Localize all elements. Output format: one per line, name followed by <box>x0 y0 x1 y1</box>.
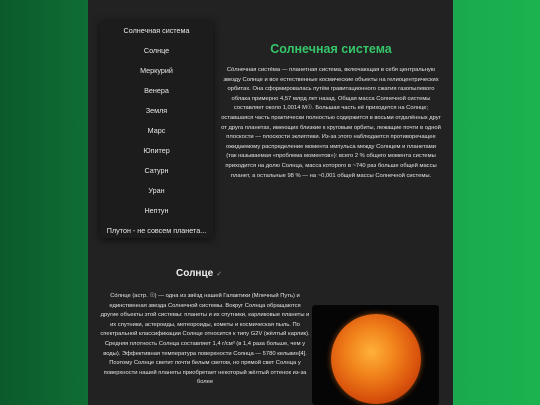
nav-item-uranus[interactable]: Уран <box>148 186 165 195</box>
nav-item-venus[interactable]: Венера <box>144 86 169 95</box>
page-title: Солнечная система <box>270 42 392 56</box>
nav-item-sun[interactable]: Солнце <box>143 46 170 55</box>
planet-nav-menu <box>100 20 213 238</box>
check-mark-icon: ✓ <box>216 271 223 278</box>
nav-item-earth[interactable]: Земля <box>145 106 168 115</box>
nav-item-neptune[interactable]: Нептун <box>144 206 169 215</box>
nav-item-jupiter[interactable]: Юпитер <box>143 146 170 155</box>
nav-item-mars[interactable]: Марс <box>147 126 166 135</box>
sun-paragraph: Со́лнце (астр. ☉) — одна из звёзд нашей Галактики (Млечный Путь) и единственная звезда Солнечной системы. Вокруг Солнца обращаются другие объекты этой системы: планеты и их спутники, карликовые планеты и их спутники, астероиды, метеороиды, кометы и космическая пыль. По спектральной классификации Солнце относится к типу G2V (жёлтый карлик). Средняя плотность Солнца составляет 1,4 г/см³ (в 1,4 раза больше, чем у воды). Эффективная температура поверхности Солнца — 5780 кельвин[4]. Поэтому Солнце светит почти белым светом, но прямой свет Солнца у поверхности нашей планеты приобретает некоторый жёлтый оттенок из-за более <box>100 293 310 386</box>
nav-item-mercury[interactable]: Меркурий <box>140 66 173 75</box>
nav-item-pluto[interactable]: Плутон - не совсем планета... <box>106 226 207 235</box>
nav-item-solar-system[interactable]: Солнечная система <box>123 26 190 35</box>
solar-system-intro <box>221 42 441 181</box>
sun-globe <box>331 314 421 404</box>
intro-paragraph: Со́лнечная систе́ма — планетная система, включающая в себя центральную звезду Солнце и все естественные космические объекты на гелиоцентрических орбитах. Она сформировалась путём гравитационного сжатия газопылевого облака примерно 4,57 млрд лет назад. Общая масса Солнечной системы составляет около 1,0014 M☉. Большая часть её приходится на Солнце; оставшаяся часть практически полностью содержится в восьми отдалённых друг от друга планетах, имеющих близкие к круговым орбиты, лежащие почти в одной плоскости — плоскости эклиптики. Из-за этого наблюдается противоречащее ожидаемому распределение момента импульса между Солнцем и планетами (так называемая «проблема моментов»): всего 2 % общего момента системы приходится на долю Солнца, масса которого в ~740 раз больше общей массы планет, а остальные 98 % — на ~0,001 общей массы Солнечной системы. <box>221 67 441 179</box>
content-page <box>88 0 453 405</box>
sun-image <box>312 305 439 405</box>
sun-heading-text: Солнце <box>176 268 214 279</box>
nav-item-saturn[interactable]: Сатурн <box>144 166 169 175</box>
sun-section-heading <box>176 268 222 279</box>
